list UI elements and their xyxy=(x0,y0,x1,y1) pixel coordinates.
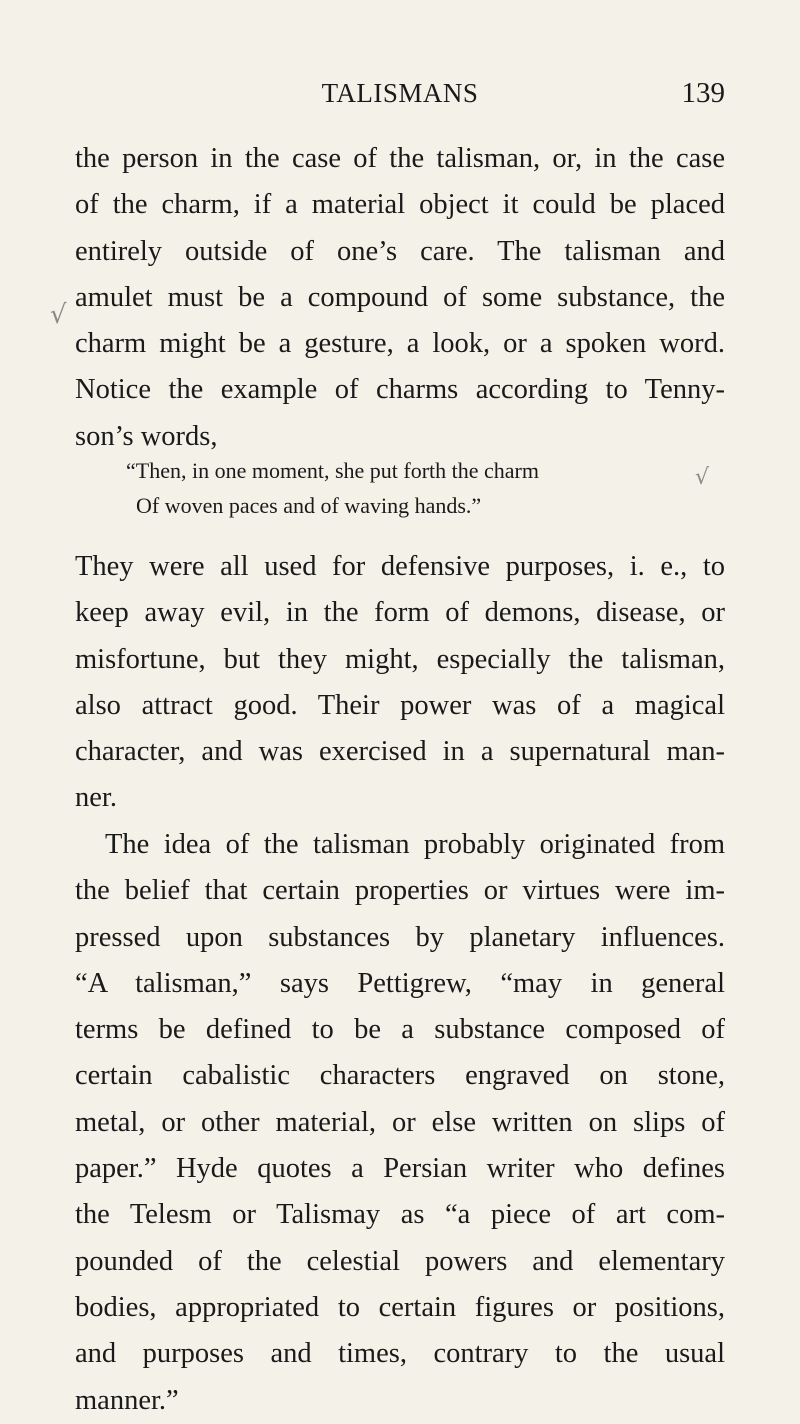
page-number: 139 xyxy=(681,77,725,109)
text-line: bodies, appropriated to certain figures or positions, xyxy=(75,1291,725,1323)
text-line: terms be defined to be a substance composed of xyxy=(75,1014,725,1046)
text-line: and purposes and times, contrary to the usual xyxy=(75,1338,725,1370)
quote-line: “Then, in one moment, she put forth the charm xyxy=(126,458,539,483)
running-head xyxy=(75,70,725,116)
text-line: of the charm, if a material object it could be placed xyxy=(75,189,725,221)
running-title: TALISMANS xyxy=(321,78,479,108)
text-line: misfortune, but they might, especially the talisman, xyxy=(75,643,725,675)
text-line: also attract good. Their power was of a magical xyxy=(75,689,725,721)
margin-check-mark: √ xyxy=(695,465,710,490)
text-line: the belief that certain properties or virtues were im- xyxy=(75,875,725,907)
text-line: “A talisman,” says Pettigrew, “may in general xyxy=(75,967,725,999)
text-line: pounded of the celestial powers and elementary xyxy=(75,1245,725,1277)
verse-quote xyxy=(126,453,686,523)
text-line: The idea of the talisman probably originated from xyxy=(105,829,725,860)
text-line: charm might be a gesture, a look, or a spoken word. xyxy=(75,328,725,360)
quote-line: Of woven paces and of waving hands.” xyxy=(136,493,482,518)
text-line: the Telesm or Talismay as “a piece of art com- xyxy=(75,1199,725,1231)
text-line: amulet must be a compound of some substance, the xyxy=(75,281,725,313)
paragraph-3 xyxy=(75,822,725,1424)
text-line: certain cabalistic characters engraved on stone, xyxy=(75,1060,725,1092)
margin-check-mark: √ xyxy=(50,300,67,330)
text-line: character, and was exercised in a supernatural man- xyxy=(75,736,725,768)
paragraph-2 xyxy=(75,544,725,822)
text-line: son’s words, xyxy=(75,420,218,452)
text-line: metal, or other material, or else written on slips of xyxy=(75,1106,725,1138)
text-line: manner.” xyxy=(75,1384,179,1416)
text-line: the person in the case of the talisman, or, in the case xyxy=(75,143,725,174)
text-line: Notice the example of charms according to Tenny- xyxy=(75,374,725,406)
paragraph-1 xyxy=(75,136,725,460)
text-line: paper.” Hyde quotes a Persian writer who defines xyxy=(75,1153,725,1185)
text-line: keep away evil, in the form of demons, disease, or xyxy=(75,597,725,629)
text-line: They were all used for defensive purposes, i. e., to xyxy=(75,551,725,582)
text-line: ner. xyxy=(75,782,117,814)
text-line: pressed upon substances by planetary influences. xyxy=(75,921,725,953)
text-line: entirely outside of one’s care. The talisman and xyxy=(75,235,725,267)
